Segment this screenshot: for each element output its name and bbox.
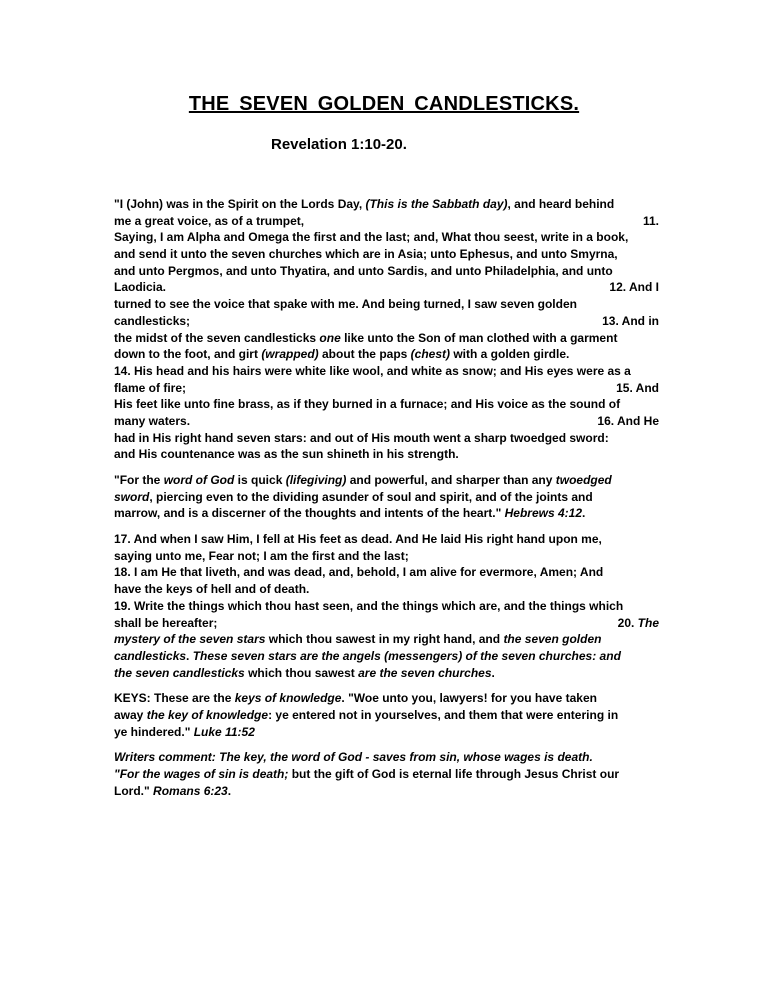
- text-run: 20.: [617, 615, 638, 630]
- italic-text-run: are the seven churches: [358, 665, 492, 680]
- italic-text-run: "For the wages of sin is death;: [114, 767, 289, 781]
- italic-text-run: mystery of the seven stars: [114, 632, 266, 647]
- text-line: [114, 446, 659, 463]
- text-run: me a great voice, as of a trumpet,: [114, 213, 305, 228]
- text-line-split: [114, 313, 659, 330]
- italic-text-run: the seven candlesticks: [114, 665, 245, 680]
- text-line: [114, 724, 659, 741]
- line-right: [597, 413, 659, 430]
- text-line: [114, 505, 659, 522]
- text-run: : ye entered not in yourselves, and them that were entering in: [268, 707, 619, 722]
- document-subtitle: Revelation 1:10-20.: [271, 136, 407, 153]
- text-line-split: [114, 279, 659, 296]
- text-run: shall be hereafter;: [114, 615, 218, 630]
- text-line: [114, 396, 659, 413]
- italic-text-run: word of God: [163, 473, 235, 487]
- line-left: [114, 279, 166, 296]
- text-line: [114, 246, 659, 263]
- text-run: 16. And He: [597, 413, 659, 428]
- text-run: .: [186, 648, 193, 663]
- line-left: [114, 413, 190, 430]
- italic-text-run: These seven stars are the angels (messengers) of the seven churches: and: [192, 648, 621, 663]
- text-line: [114, 598, 659, 615]
- line-left: [114, 615, 217, 632]
- text-run: 19. Write the things which thou hast seen, and the things which are, and the things which: [114, 598, 624, 613]
- text-line-split: [114, 413, 659, 430]
- line-left: [114, 213, 304, 230]
- italic-text-run: (This is the Sabbath day): [365, 197, 508, 211]
- text-run: many waters.: [114, 413, 191, 428]
- text-run: 18. I am He that liveth, and was dead, and, behold, I am alive for evermore, Amen; And: [114, 565, 604, 580]
- line-right: [643, 213, 659, 230]
- body-paragraph: [114, 749, 659, 799]
- text-run: .: [227, 783, 232, 798]
- text-run: 11.: [642, 213, 659, 228]
- italic-text-run: sword: [114, 489, 150, 504]
- italic-text-run: one: [319, 330, 341, 345]
- text-line-split: [114, 380, 659, 397]
- text-run: KEYS: These are the: [114, 691, 235, 706]
- text-line: [114, 665, 659, 682]
- text-run: , and heard behind: [507, 197, 615, 211]
- text-run: 14. His head and his hairs were white like wool, and white as snow; and His eyes were as a: [114, 363, 631, 378]
- line-left: [114, 380, 186, 397]
- text-line: [114, 548, 659, 565]
- text-run: away: [114, 707, 147, 722]
- text-run: the midst of the seven candlesticks: [114, 330, 320, 345]
- text-run: 15. And: [616, 380, 659, 395]
- line-right: [618, 615, 659, 632]
- text-run: candlesticks;: [114, 313, 191, 328]
- text-run: Saying, I am Alpha and Omega the first and the last; and, What thou seest, write in a book,: [114, 230, 629, 245]
- text-line: [114, 229, 659, 246]
- text-run: down to the foot, and girt: [114, 347, 262, 362]
- text-line: [114, 648, 659, 665]
- text-line: [114, 631, 659, 648]
- italic-text-run: The: [637, 615, 659, 630]
- text-run: about the paps: [318, 347, 411, 362]
- text-run: have the keys of hell and of death.: [114, 582, 310, 597]
- italic-text-run: Luke 11:52: [193, 724, 255, 739]
- text-run: , piercing even to the dividing asunder of soul and spirit, and of the joints and: [149, 489, 593, 504]
- text-run: but the gift of God is eternal life through Jesus Christ our: [288, 767, 620, 781]
- line-right: [602, 313, 659, 330]
- italic-text-run: Writers comment: The key, the word of God - saves from sin, whose wages is death.: [114, 750, 593, 765]
- body-paragraph: [114, 690, 659, 740]
- text-line: [114, 346, 659, 363]
- line-left: [114, 313, 190, 330]
- text-run: ye hindered.": [114, 724, 194, 739]
- text-run: 13. And in: [602, 313, 659, 328]
- text-line: [114, 296, 659, 313]
- italic-text-run: the key of knowledge: [146, 707, 269, 722]
- text-run: .: [582, 506, 586, 521]
- text-line: [114, 783, 659, 800]
- text-run: .: [491, 665, 495, 680]
- text-run: and send it unto the seven churches which are in Asia; unto Ephesus, and unto Smyrna,: [114, 247, 618, 262]
- text-line: [114, 263, 659, 280]
- text-line: [114, 430, 659, 447]
- text-run: like unto the Son of man clothed with a garment: [340, 330, 618, 345]
- text-line: [114, 766, 659, 783]
- text-run: with a golden girdle.: [450, 347, 570, 362]
- text-run: saying unto me, Fear not; I am the first and the last;: [114, 548, 409, 563]
- text-run: had in His right hand seven stars: and out of His mouth went a sharp twoedged sword:: [114, 430, 609, 445]
- italic-text-run: twoedged: [555, 473, 612, 487]
- text-line: [114, 707, 659, 724]
- italic-text-run: candlesticks: [114, 648, 187, 663]
- italic-text-run: keys of knowledge: [234, 691, 342, 706]
- text-line-split: [114, 615, 659, 632]
- text-line: [114, 581, 659, 598]
- text-run: marrow, and is a discerner of the thoughts and intents of the heart.": [114, 506, 505, 521]
- text-line: [114, 472, 659, 489]
- document-body: [114, 196, 659, 808]
- text-run: which thou sawest: [244, 665, 359, 680]
- body-paragraph: [114, 472, 659, 522]
- text-line: [114, 564, 659, 581]
- text-run: which thou sawest in my right hand, and: [265, 632, 504, 647]
- text-line-split: [114, 213, 659, 230]
- italic-text-run: the seven golden: [503, 632, 602, 647]
- text-run: "I (John) was in the Spirit on the Lords Day,: [114, 197, 366, 211]
- text-line: [114, 330, 659, 347]
- text-run: is quick: [234, 473, 286, 487]
- body-paragraph: [114, 531, 659, 681]
- text-line: [114, 531, 659, 548]
- text-line: [114, 489, 659, 506]
- text-run: and His countenance was as the sun shineth in his strength.: [114, 447, 459, 462]
- text-line: [114, 749, 659, 766]
- text-run: "For the: [114, 473, 164, 487]
- italic-text-run: (chest): [410, 347, 451, 362]
- text-run: and powerful, and sharper than any: [346, 473, 556, 487]
- document-title: THE SEVEN GOLDEN CANDLESTICKS.: [188, 93, 580, 115]
- text-line: [114, 363, 659, 380]
- text-line: [114, 690, 659, 707]
- text-run: 17. And when I saw Him, I fell at His feet as dead. And He laid His right hand upon me,: [114, 532, 602, 547]
- text-run: flame of fire;: [114, 380, 187, 395]
- body-paragraph: [114, 196, 659, 463]
- text-run: and unto Pergmos, and unto Thyatira, and unto Sardis, and unto Philadelphia, and unto: [114, 263, 613, 278]
- text-run: turned to see the voice that spake with me. And being turned, I saw seven golden: [114, 297, 577, 312]
- text-line: [114, 196, 659, 213]
- line-right: [609, 279, 659, 296]
- text-run: His feet like unto fine brass, as if they burned in a furnace; and His voice as the sound of: [114, 397, 621, 412]
- text-run: Laodicia.: [114, 280, 167, 295]
- line-right: [616, 380, 659, 397]
- italic-text-run: (wrapped): [261, 347, 319, 362]
- italic-text-run: Hebrews 4:12: [504, 506, 583, 521]
- text-run: 12. And I: [609, 280, 659, 295]
- text-run: Lord.": [114, 783, 154, 798]
- text-run: . "Woe unto you, lawyers! for you have taken: [341, 691, 597, 706]
- italic-text-run: Romans 6:23: [153, 783, 228, 798]
- italic-text-run: (lifegiving): [285, 473, 347, 487]
